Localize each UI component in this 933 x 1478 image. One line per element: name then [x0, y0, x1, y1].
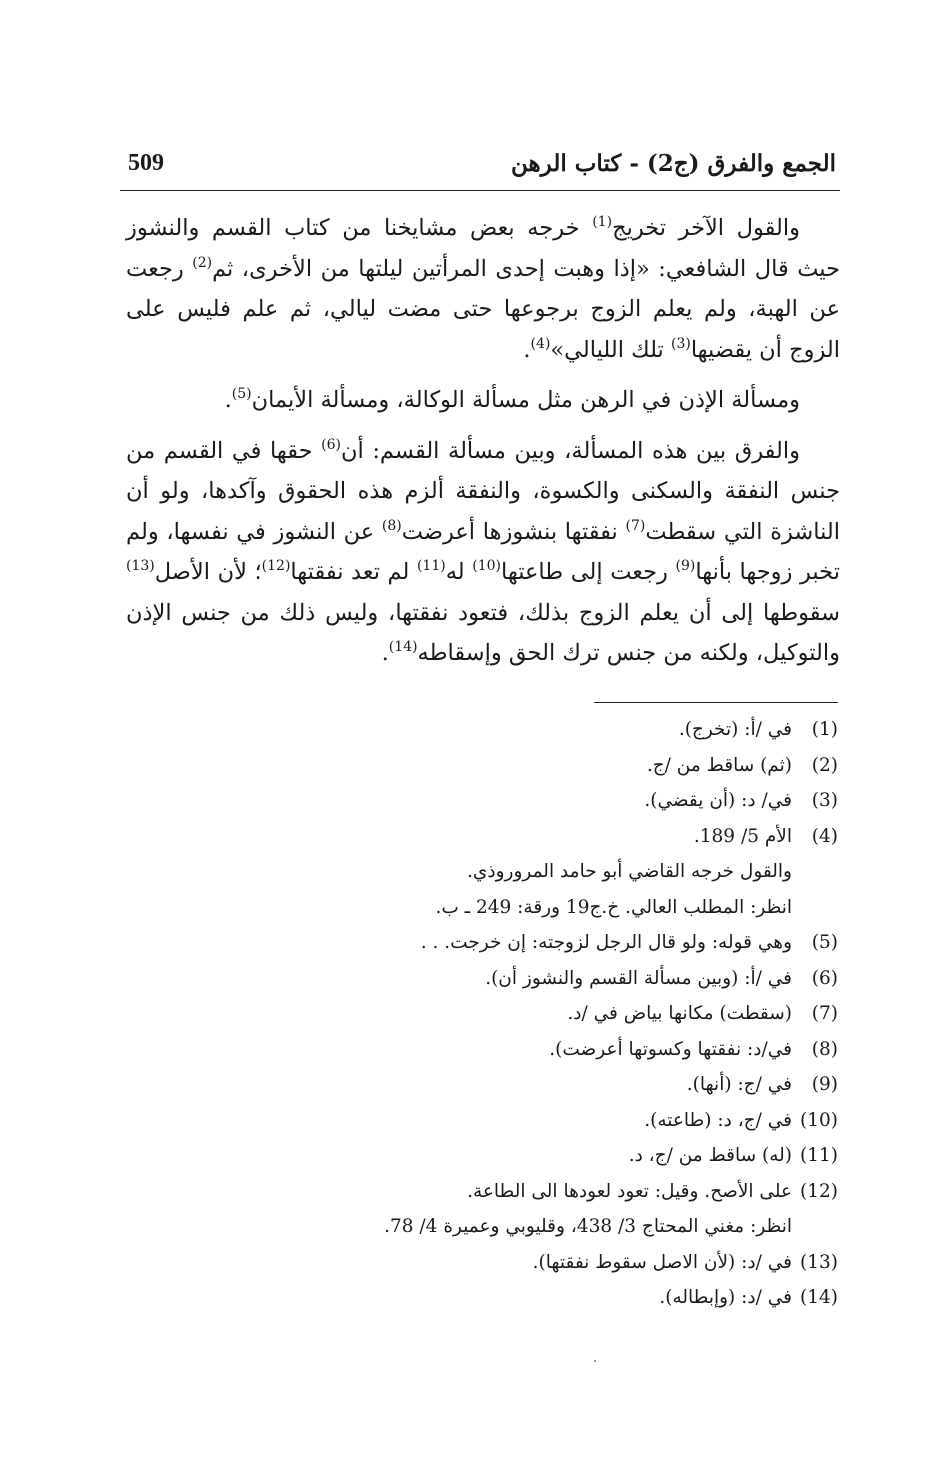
footnote-text: وهي قوله: ولو قال الرجل لزوجته: إن خرجت. . . [420, 932, 792, 953]
text-run: عن النشوز في نفسها، ولم تخبر زوجها بأنها [126, 518, 840, 585]
footnote-text: (سقطت) مكانها بياض في /د. [567, 1003, 792, 1024]
footnote-ref: (14) [388, 639, 418, 655]
footnote-continuation: انظر: مغني المحتاج 3/ 438، وقليوبي وعميرة 4/ 78. [384, 1216, 792, 1237]
footnote-ref: (12) [261, 558, 291, 574]
footnote-number: (5) [811, 932, 838, 953]
paragraph-1 [126, 208, 840, 370]
footnote-ref: (13) [126, 558, 155, 574]
text-run: ؛ لأن الأصل [154, 559, 262, 585]
running-title: الجمع والفرق (ج2) - كتاب الرهن [511, 150, 836, 177]
footnote-ref: (2) [192, 254, 213, 271]
scan-speck [594, 1360, 596, 1362]
footnote-ref: (10) [472, 558, 501, 574]
footnote-ref: (3) [670, 335, 691, 352]
footnote [330, 819, 838, 855]
footnote [330, 1280, 838, 1316]
footnote [330, 1138, 838, 1174]
footnote-ref: (11) [416, 558, 446, 574]
footnote-number: (13) [800, 1251, 838, 1273]
footnote-text: على الأصح. وقيل: تعود لعودها الى الطاعة. [467, 1180, 792, 1202]
footnote [330, 996, 838, 1032]
paragraph-3 [126, 431, 840, 674]
footnote [330, 1032, 838, 1068]
footnote-text: في/ د: (أن يقضي). [644, 790, 792, 811]
footnote-number: (14) [800, 1287, 838, 1308]
footnote-ref: (8) [381, 517, 402, 534]
footnote [330, 961, 838, 997]
footnote-text: (ثم) ساقط من /ج. [646, 754, 792, 776]
footnote-number: (1) [811, 719, 838, 740]
text-run: والفرق بين هذه المسألة، وبين مسألة القسم: أن [340, 437, 800, 464]
footnote-number: (8) [811, 1038, 838, 1060]
text-run: ومسألة الإذن في الرهن مثل مسألة الوكالة، ومسألة الأيمان [251, 387, 800, 413]
footnote [330, 1174, 838, 1210]
footnote-continuation: والقول خرجه القاضي أبو حامد المروروذي. [467, 861, 792, 882]
footnote-text: في/د: نفقتها وكسوتها أعرضت). [549, 1038, 792, 1060]
text-run: حقها في القسم من جنس النفقة والسكنى والكسوة، والنفقة ألزم هذه الحقوق وآكدها، ولو أن الناشزة التي سقطت [126, 437, 841, 545]
page-header [120, 148, 840, 191]
footnote [330, 1067, 838, 1103]
footnote-number: (12) [800, 1180, 838, 1202]
footnote-number: (3) [811, 790, 838, 811]
text-run: لم تعد نفقتها [290, 559, 417, 585]
footnote-text: في /د: (لأن الاصل سقوط نفقتها). [532, 1251, 792, 1273]
footnote-ref: (4) [530, 335, 551, 352]
text-run: نفقتها بنشوزها أعرضت [401, 518, 626, 545]
footnote-number: (10) [800, 1109, 838, 1131]
footnote-number: (11) [800, 1145, 838, 1166]
footnote-number: (2) [811, 754, 838, 776]
footnote-continuation: انظر: المطلب العالي. خ.ج19 ورقة: 249 ـ ب. [435, 896, 792, 918]
text-run: رجعت عن الهبة، ولم يعلم الزوج برجوعها حتى مضت ليالي، ثم علم فليس على الزوج أن يقضيها [126, 255, 840, 363]
footnote [330, 712, 838, 748]
main-text [126, 208, 840, 674]
page-number: 509 [128, 150, 164, 176]
footnote-number: (7) [811, 1003, 838, 1024]
footnote-text: في /أ: (تخرج). [678, 719, 792, 740]
footnotes [330, 712, 838, 1316]
footnote-text: في /أ: (وبين مسألة القسم والنشوز أن). [485, 967, 792, 989]
footnote [330, 1103, 838, 1139]
text-run: . [523, 336, 531, 363]
text-run: له [445, 559, 473, 585]
footnote [330, 1245, 838, 1281]
footnote-number: (6) [811, 967, 838, 989]
footnote-ref: (7) [625, 517, 646, 534]
footnote-text: في /ج، د: (طاعته). [644, 1109, 792, 1131]
footnote-text: في /د: (وإبطاله). [659, 1287, 792, 1308]
footnote-divider [594, 702, 838, 703]
text-run: خرجه بعض مشايخنا من كتاب القسم والنشوز حيث قال الشافعي: «إذا وهبت إحدى المرأتين ليلتها من الأخرى، ثم [126, 215, 840, 282]
text-run: سقوطها إلى أن يعلم الزوج بذلك، فتعود نفقتها، وليس ذلك من جنس الإذن والتوكيل، ولكنه من جنس ترك الحق وإسقاطه [126, 599, 840, 666]
footnote-ref: (6) [321, 436, 341, 453]
footnote-text: في /ج: (أنها). [686, 1074, 792, 1095]
text-run: والقول الآخر تخريج [612, 215, 800, 241]
footnote-ref: (9) [675, 558, 696, 574]
text-run: تلك الليالي» [550, 336, 671, 363]
footnote-text: الأم 5/ 189. [693, 825, 792, 847]
footnote [330, 925, 838, 961]
footnote [330, 783, 838, 819]
footnote-number: (9) [811, 1074, 838, 1095]
text-run: رجعت إلى طاعتها [500, 559, 676, 585]
footnote-ref: (5) [231, 386, 252, 402]
footnote-text: (له) ساقط من /ج، د. [628, 1145, 792, 1166]
footnote [330, 748, 838, 784]
paragraph-2 [126, 380, 840, 421]
text-run: . [381, 640, 389, 666]
footnote-number: (4) [811, 825, 838, 847]
footnote-ref: (1) [592, 214, 613, 230]
text-run: . [224, 387, 232, 413]
